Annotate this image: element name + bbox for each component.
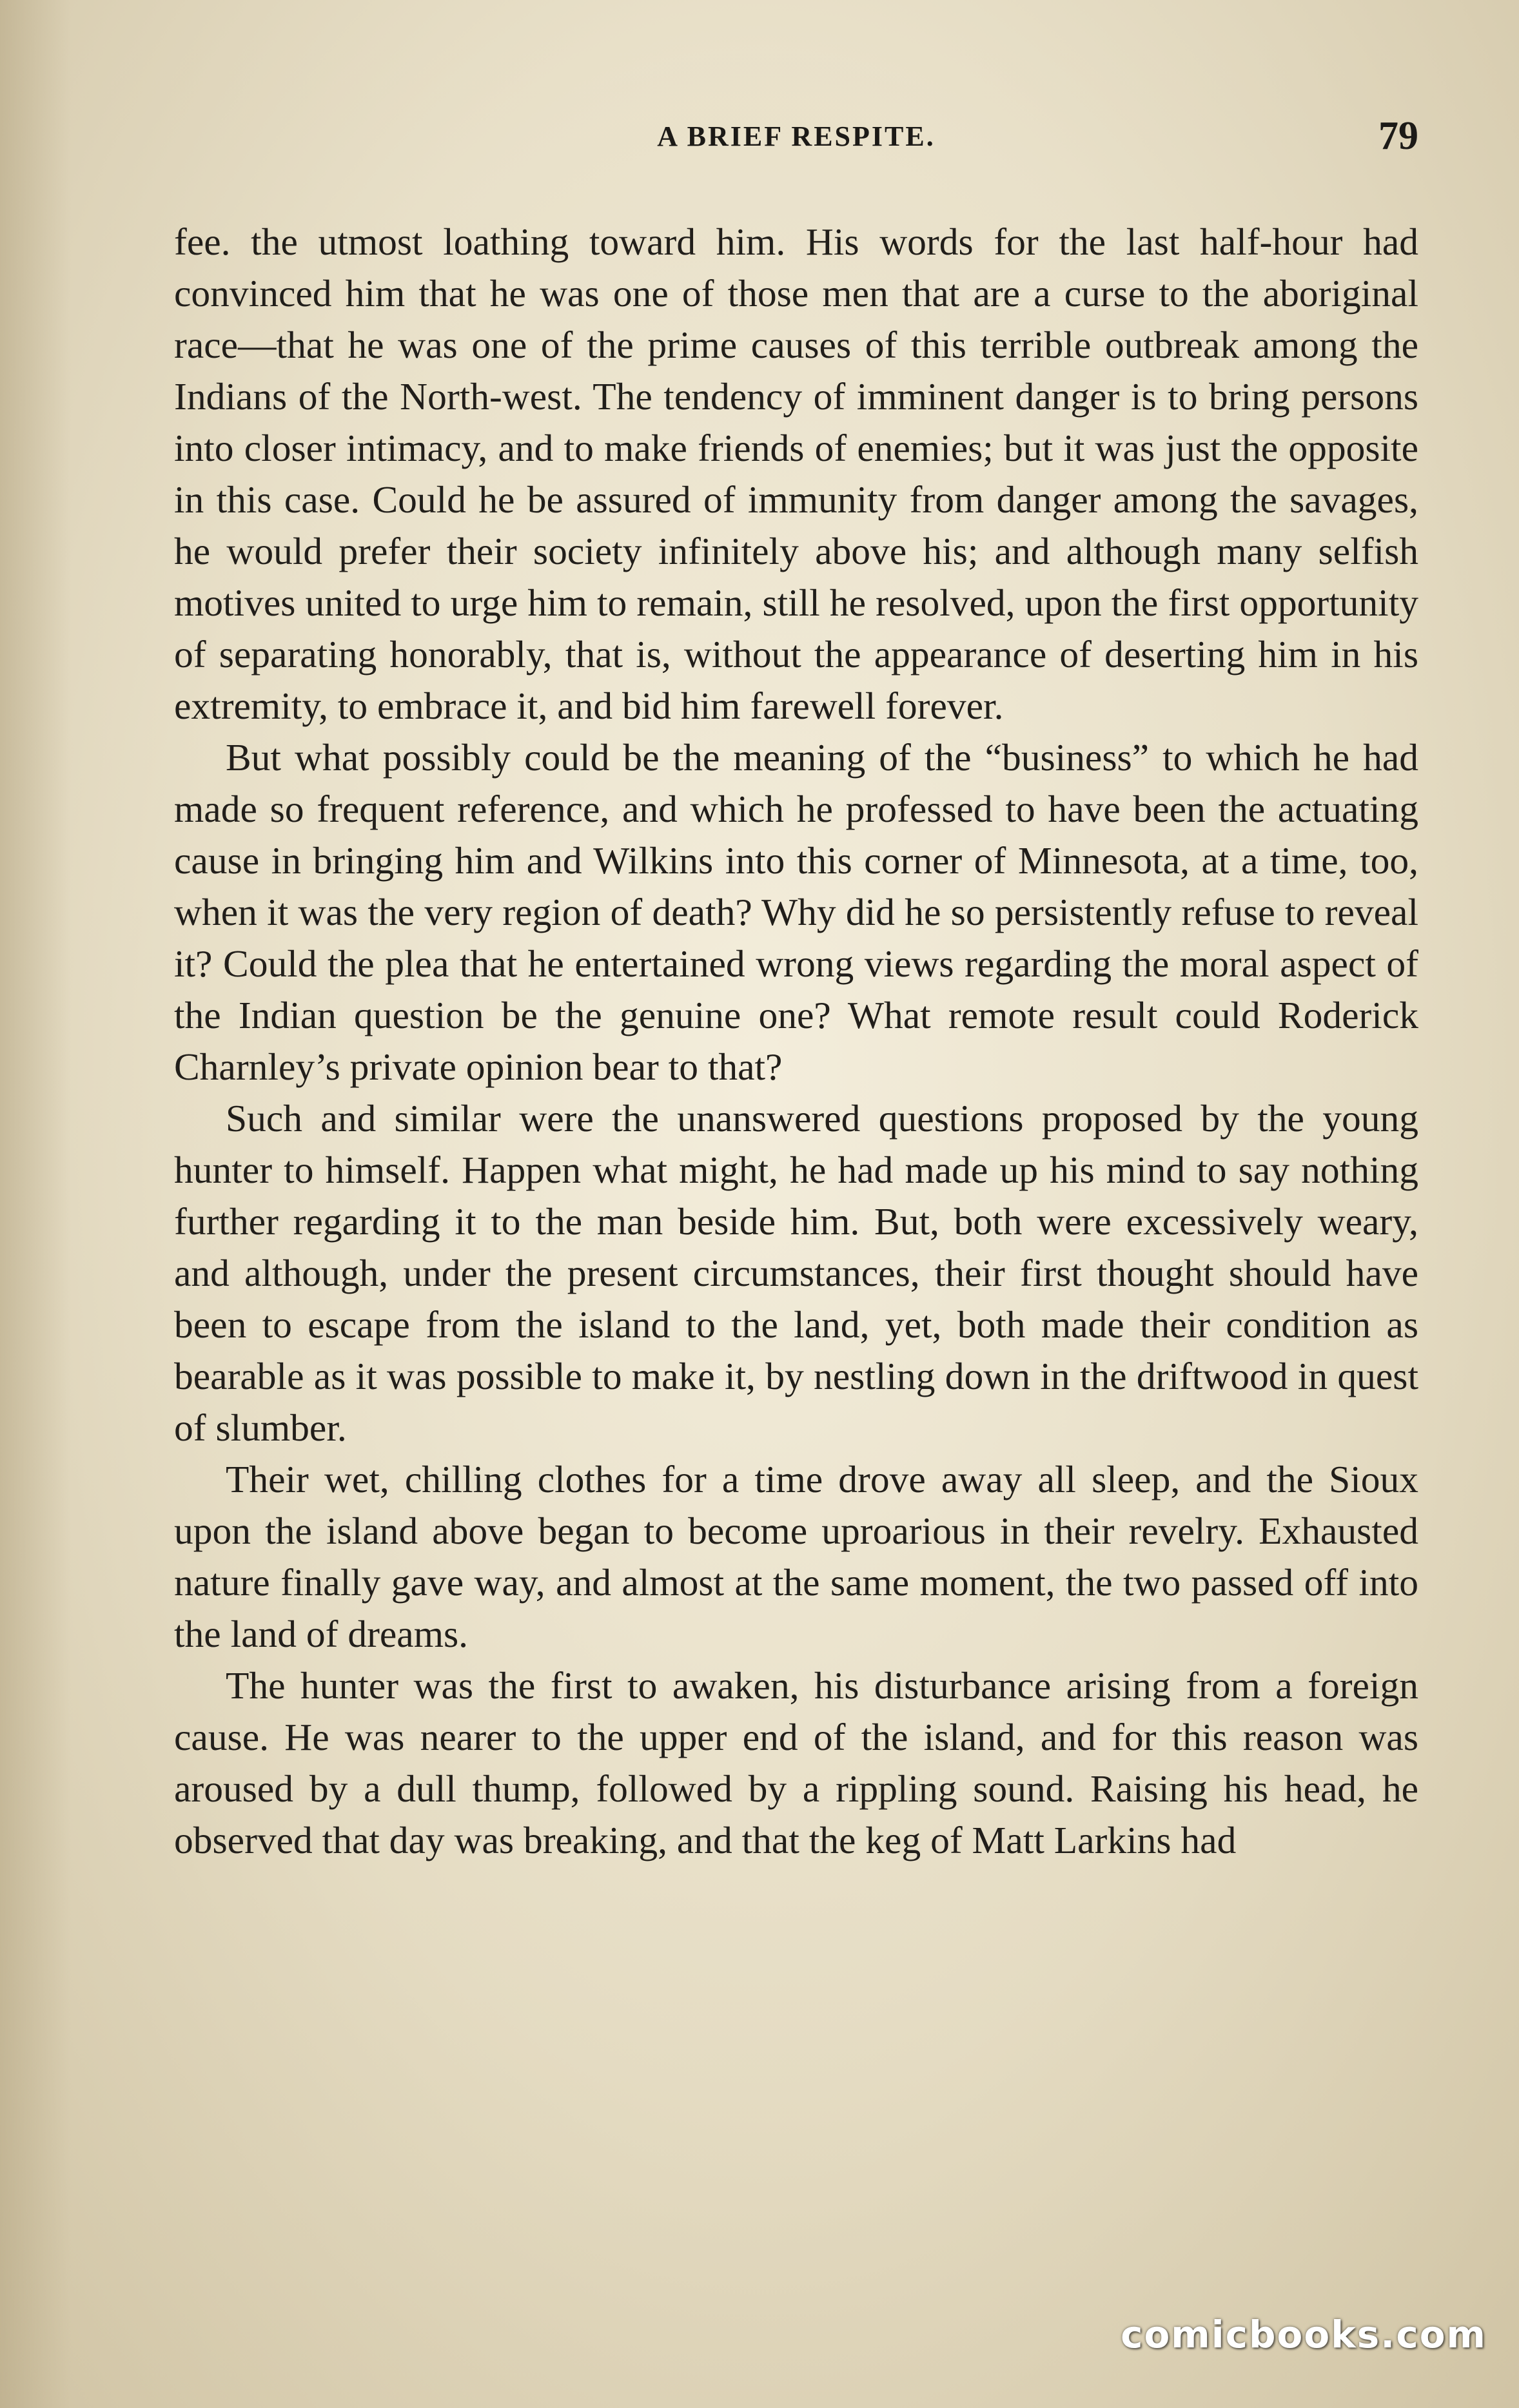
paragraph-5: The hunter was the first to awaken, his disturbance arising from a foreign cause. He was nearer to the upper end of the island, and for this reason was aroused by a dull thump, followed by a rippling sound. Raising his head, he observed that day was breaking, and that the keg of Matt Larkins had [174,1664,1418,1861]
body-text [174,216,1418,1866]
paragraph-2: But what possibly could be the meaning of the “business” to which he had made so frequent reference, and which he professed to have been the actuating cause in bringing him and Wilkins into this corner of Minnesota, at a time, too, when it was the very region of death? Why did he so persistently refuse to reveal it? Could the plea that he entertained wrong views regarding the moral aspect of the Indian question be the genuine one? What remote result could Roderick Charnley’s private opinion bear to that? [174,736,1418,1088]
paragraph-4: Their wet, chilling clothes for a time drove away all sleep, and the Sioux upon the island above began to become uproarious in their revelry. Exhausted nature finally gave way, and almost at the same moment, the two passed off into the land of dreams. [174,1458,1418,1655]
running-head [174,113,1418,165]
page-number: 79 [1378,114,1418,158]
watermark: comicbooks.com [1121,2313,1487,2356]
chapter-title: A BRIEF RESPITE. [657,121,936,152]
paragraph-1: fee. the utmost loathing toward him. His words for the last half-hour had convinced him that he was one of those men that are a curse to the aboriginal race—that he was one of the prime causes of this terrible outbreak among the Indians of the North-west. The tendency of imminent danger is to bring persons into closer intimacy, and to make friends of enemies; but it was just the opposite in this case. Could he be assured of immunity from danger among the savages, he would prefer their society infinitely above his; and although many selfish motives united to urge him to remain, still he resolved, upon the first opportunity of separating honorably, that is, without the appearance of deserting him in his extremity, to embrace it, and bid him farewell forever. [174,220,1418,727]
paragraph-3: Such and similar were the unanswered questions proposed by the young hunter to himself. Happen what might, he had made up his mind to say nothing further regarding it to the man beside him. But, both were excessively weary, and although, under the present circumstances, their first thought should have been to escape from the island to the land, yet, both made their condition as bearable as it was possible to make it, by nestling down in the driftwood in quest of slumber. [174,1097,1418,1449]
